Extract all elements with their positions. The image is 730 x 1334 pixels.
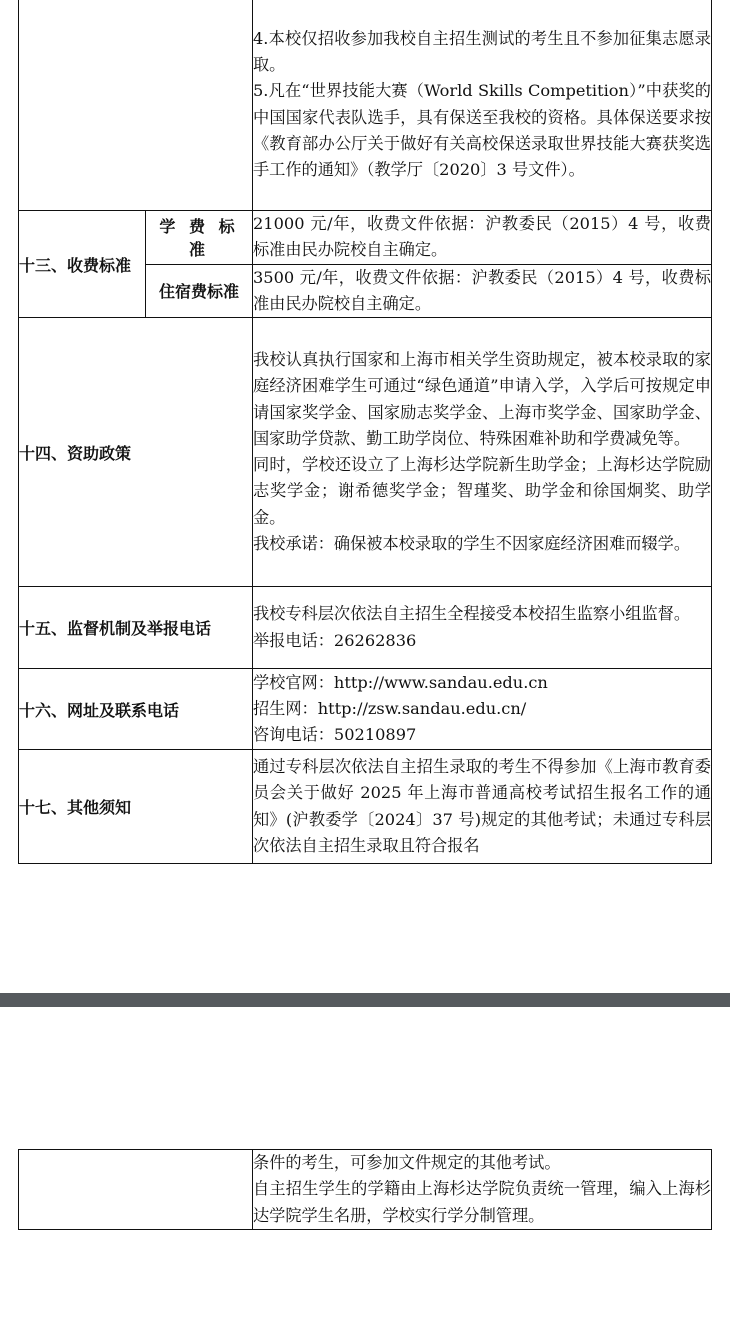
- paragraph: 我校认真执行国家和上海市相关学生资助规定，被本校录取的家庭经济困难学生可通过“绿色通道”申请入学，入学后可按规定申请国家奖学金、国家励志奖学金、上海市奖学金、国家助学金、国家助学贷款、勤工助学岗位、特殊困难补助和学费减免等。: [253, 350, 711, 448]
- section-label-contact: 十六、网址及联系电话: [19, 669, 253, 750]
- table-row: [19, 318, 712, 587]
- admission-table-page-1: [18, 0, 712, 864]
- paragraph: 我校专科层次依法自主招生全程接受本校招生监察小组监督。: [253, 604, 691, 624]
- supervision-content: [253, 587, 712, 669]
- paragraph: 举报电话：26262836: [253, 630, 417, 650]
- sublabel-accommodation: 住宿费标准: [146, 264, 253, 318]
- section-label-supervision: 十五、监督机制及举报电话: [19, 587, 253, 669]
- consult-phone: 咨询电话：50210897: [253, 725, 417, 745]
- paragraph: 4.本校仅招收参加我校自主招生测试的考生且不参加征集志愿录取。: [253, 28, 711, 74]
- table-row: [19, 0, 712, 211]
- row-content-cell: [253, 0, 712, 211]
- admission-table-page-2: [18, 1149, 712, 1230]
- paragraph: 5.凡在“世界技能大赛（World Skills Competition）”中获奖的中国国家代表队选手，具有保送至我校的资格。具体保送要求按《教育部办公厅关于做好有关高校保送录取世界技能大赛获奖选手工作的通知》（教学厅〔2020〕3 号文件）。: [253, 81, 711, 180]
- paragraph: 同时，学校还设立了上海杉达学院新生助学金；上海杉达学院励志奖学金；谢希德奖学金；智瑾奖、助学金和徐国炯奖、助学金。: [253, 455, 711, 527]
- accommodation-text: 3500 元/年，收费文件依据：沪教委民（2015）4 号，收费标准由民办院校自主确定。: [253, 264, 712, 318]
- row-content-cell: [253, 1150, 712, 1230]
- table-row: [19, 587, 712, 669]
- tuition-text: 21000 元/年，收费文件依据：沪教委民（2015）4 号，收费标准由民办院校自主确定。: [253, 211, 712, 265]
- aid-content: [253, 318, 712, 587]
- contact-content: [253, 669, 712, 750]
- paragraph: 自主招生学生的学籍由上海杉达学院负责统一管理，编入上海杉达学院学生名册，学校实行学分制管理。: [253, 1179, 711, 1225]
- admission-website: 招生网：http://zsw.sandau.edu.cn/: [253, 699, 527, 719]
- section-label-other: 十七、其他须知: [19, 750, 253, 864]
- page-separator: [0, 993, 730, 1007]
- paragraph: 我校承诺：确保被本校录取的学生不因家庭经济困难而辍学。: [253, 534, 691, 554]
- sublabel-tuition: 学 费 标 准: [146, 211, 253, 265]
- section-label-aid: 十四、资助政策: [19, 318, 253, 587]
- row-label-cell: [19, 0, 253, 211]
- row-label-cell: [19, 1150, 253, 1230]
- section-label-fees: 十三、收费标准: [19, 211, 146, 318]
- paragraph: 通过专科层次依法自主招生录取的考生不得参加《上海市教育委员会关于做好 2025 年上海市普通高校考试招生报名工作的通知》(沪教委学〔2024〕37 号)规定的其他考试；未通过专科层次依法自主招生录取且符合报名: [253, 757, 711, 855]
- table-row: [19, 211, 712, 265]
- table-row: [19, 1150, 712, 1230]
- table-row: [19, 750, 712, 864]
- table-row: [19, 669, 712, 750]
- paragraph: 条件的考生，可参加文件规定的其他考试。: [253, 1153, 561, 1172]
- school-website: 学校官网：http://www.sandau.edu.cn: [253, 672, 548, 692]
- other-content: [253, 750, 712, 864]
